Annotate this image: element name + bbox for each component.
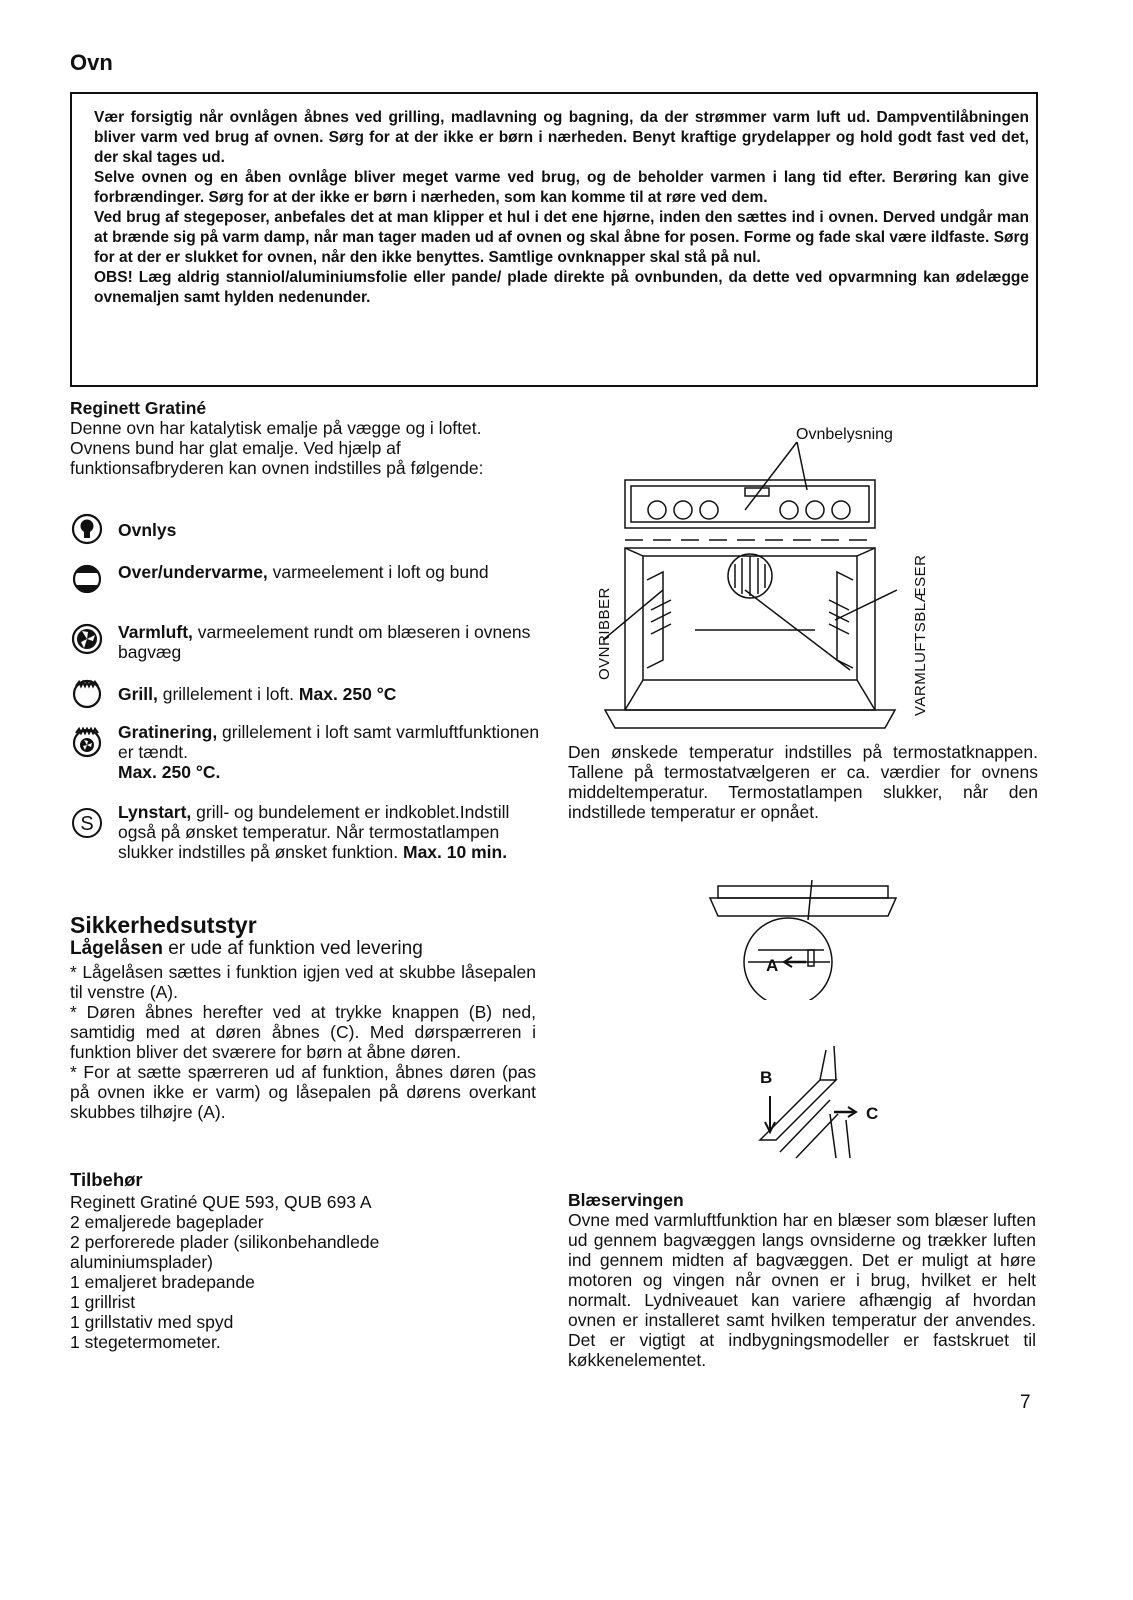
warning-paragraph: OBS! Læg aldrig stanniol/aluminiumsfolie eller pande/ plade direkte på ovnbunden, da dette ved opvarmning kan ødelægge ovnemaljen samt hylden nedenunder. [94,269,1029,306]
door-lock-diagram [700,880,900,1000]
function-text [118,562,548,582]
function-desc: grill- og bundelement er indkoblet.Indstill også på ønsket temperatur. Når termostatlampen slukker indstilles på ønsket funktion. [118,802,510,862]
accessory-item: 1 grillrist [70,1292,136,1312]
safety-bullet: * Lågelåsen sættes i funktion igjen ved at skubbe låsepalen til venstre (A). [70,962,536,1002]
page-number: 7 [1020,1392,1031,1413]
accessories-list [70,1192,520,1352]
function-desc: varmeelement rundt om blæseren i ovnens bagvæg [118,622,531,662]
function-name: Varmluft, [118,622,193,642]
s-circle-icon [70,806,104,840]
safety-bullet: * Døren åbnes herefter ved at trykke knappen (B) ned, samtidig med at døren åbnes (C). Med dørspærreren i funktion bliver det sværere for børn at åbne døren. [70,1002,536,1062]
function-name: Grill, [118,684,158,704]
page-title: Ovn [70,50,113,75]
accessory-item: 2 emaljerede bageplader [70,1212,264,1232]
accessory-item: 2 perforerede plader (silikonbehandlede aluminiumsplader) [70,1232,380,1272]
function-desc: grillelement i loft samt varmluftfunktionen er tændt. [118,722,540,762]
function-text [118,802,548,862]
warning-paragraph: Ved brug af stegeposer, anbefales det at man klipper et hul i det ene hjørne, inden den sættes ind i ovnen. Derved undgår man at brænde sig på varm damp, når man tager maden ud af ovnen og skal åbne for posen. Forme og fade skal være ildfaste. Sørg for at der er slukket for ovnen, når den ikke benyttes. Samtlige ovnknapper skal stå på nul. [94,209,1029,266]
oven-diagram [585,440,945,730]
top-bottom-heat-icon [70,562,104,596]
accessory-item: 1 grillstativ med spyd [70,1312,234,1332]
reginett-heading: Reginett Gratiné [70,398,207,418]
label-varmluftsblaeser: VARMLUFTSBLÆSER [912,554,929,716]
function-name: Gratinering, [118,722,218,742]
safety-subheading [70,938,423,960]
label-a: A [766,956,779,975]
warning-paragraph: Vær forsigtig når ovnlågen åbnes ved grilling, madlavning og bagning, da der strømmer varm luft ud. Dampventilåbningen bliver varm ved brug af ovnen. Sørg for at der ikke er børn i nærheden. Benyt kraftige grydelapper og hold godt fast ved det, der skal tages ud. [94,109,1029,166]
door-button-diagram [750,1040,890,1160]
function-text [118,684,548,704]
function-max: Max. 250 °C. [118,762,221,782]
safety-title: Sikkerhedsutstyr [70,912,257,938]
fan-text: Ovne med varmluftfunktion har en blæser som blæser luften ud gennem bagvæggen langs ovnsiderne og trækker luften ind gennem midten af bagvæggen. Det er muligt at høre motoren og vingen når ovnen er i brug, hvilket er helt normalt. Lydniveauet kan variere afhængig af hvordan ovnen er installeret samt hvilken temperatur der anvendes. Det er vigtigt at indbygningsmodeller er fastskruet til køkkenelementet. [568,1210,1036,1370]
label-c: C [866,1104,879,1123]
accessory-item: 1 stegetermometer. [70,1332,221,1352]
reginett-intro: Denne ovn har katalytisk emalje på vægge og i loftet. Ovnens bund har glat emalje. Ved hjælp af funktionsafbryderen kan ovnen indstilles på følgende: [70,418,484,478]
safety-sub-rest: er ude af funktion ved levering [162,938,423,959]
lamp-icon [70,512,104,546]
warning-box [70,92,1038,387]
safety-bullet: * For at sætte spærreren ud af funktion, åbnes døren (pas på ovnen ikke er varm) og låsepalen på dørens overkant skubbes tilhøjre (A). [70,1062,536,1122]
fan-icon [70,622,104,656]
label-ovnbelysning: Ovnbelysning [796,426,893,443]
label-b: B [760,1068,773,1087]
grill-fan-icon [70,724,104,758]
svg-text:S: S [80,813,94,835]
accessories-heading: Tilbehør [70,1169,143,1190]
grill-icon [70,676,104,710]
function-name: Over/undervarme, [118,562,268,582]
function-desc: grillelement i loft. [157,684,299,704]
accessory-item: Reginett Gratiné QUE 593, QUB 693 A [70,1192,372,1212]
function-text [118,622,548,662]
function-max: Max. 250 °C [298,684,397,704]
fan-heading: Blæservingen [568,1190,684,1210]
safety-bullets [70,962,536,1122]
safety-sub-bold: Lågelåsen [70,938,163,959]
function-name: Lynstart, [118,802,192,822]
function-name: Ovnlys [118,520,177,540]
function-text [118,722,548,782]
label-ovnribber: OVNRIBBER [596,587,613,680]
function-desc: varmeelement i loft og bund [267,562,489,582]
thermostat-text: Den ønskede temperatur indstilles på termostatknappen. Tallene på termostatvælgeren er ca. værdier for ovnens middeltemperatur. Termostatlampen slukker, når den indstillede temperatur er opnået. [568,742,1038,822]
function-max: Max. 10 min. [403,842,508,862]
warning-paragraph: Selve ovnen og en åben ovnlåge bliver meget varme ved brug, og de beholder varmen i lang tid efter. Berøring kan give forbrændinger. Sørg for at der ikke er børn i nærheden, som kan komme til at røre ved dem. [94,169,1029,206]
accessory-item: 1 emaljeret bradepande [70,1272,255,1292]
